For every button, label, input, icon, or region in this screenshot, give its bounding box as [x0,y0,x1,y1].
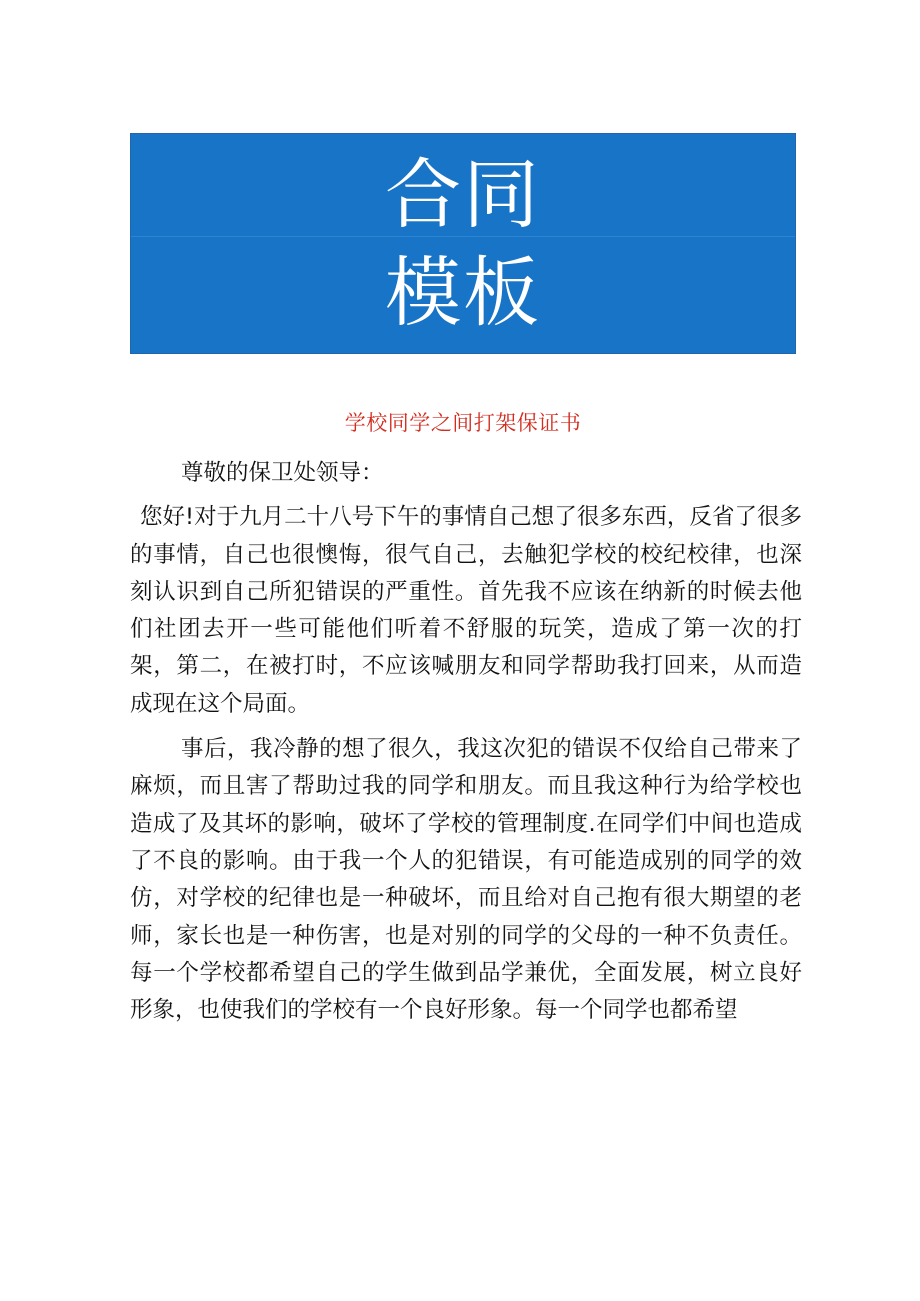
document-body [130,455,802,1029]
banner-title-line1: 合同 [385,150,541,239]
banner-title-line2: 模板 [385,248,541,337]
paragraph-2: 事后，我冷静的想了很久，我这次犯的错误不仅给自己带来了麻烦，而且害了帮助过我的同学和朋友。而且我这种行为给学校也造成了及其坏的影响，破坏了学校的管理制度.在同学们中间也造成了不良的影响。由于我一个人的犯错误，有可能造成别的同学的效仿，对学校的纪律也是一种破坏，而且给对自己抱有很大期望的老师，家长也是一种伤害，也是对别的同学的父母的一种不负责任。每一个学校都希望自己的学生做到品学兼优，全面发展，树立良好形象，也使我们的学校有一个良好形象。每一个同学也都希望 [130,736,802,1024]
document-title: 学校同学之间打架保证书 [344,411,582,435]
contract-template-banner [130,133,796,354]
paragraph-1: 您好!对于九月二十八号下午的事情自己想了很多东西，反省了很多的事情，自己也很懊悔，很气自己，去触犯学校的校纪校律，也深刻认识到自己所犯错误的严重性。首先我不应该在纳新的时候去他们社团去开一些可能他们听着不舒服的玩笑，造成了第一次的打架，第二，在被打时，不应该喊朋友和同学帮助我打回来，从而造成现在这个局面。 [130,504,802,717]
salutation: 尊敬的保卫处领导： [181,460,384,486]
